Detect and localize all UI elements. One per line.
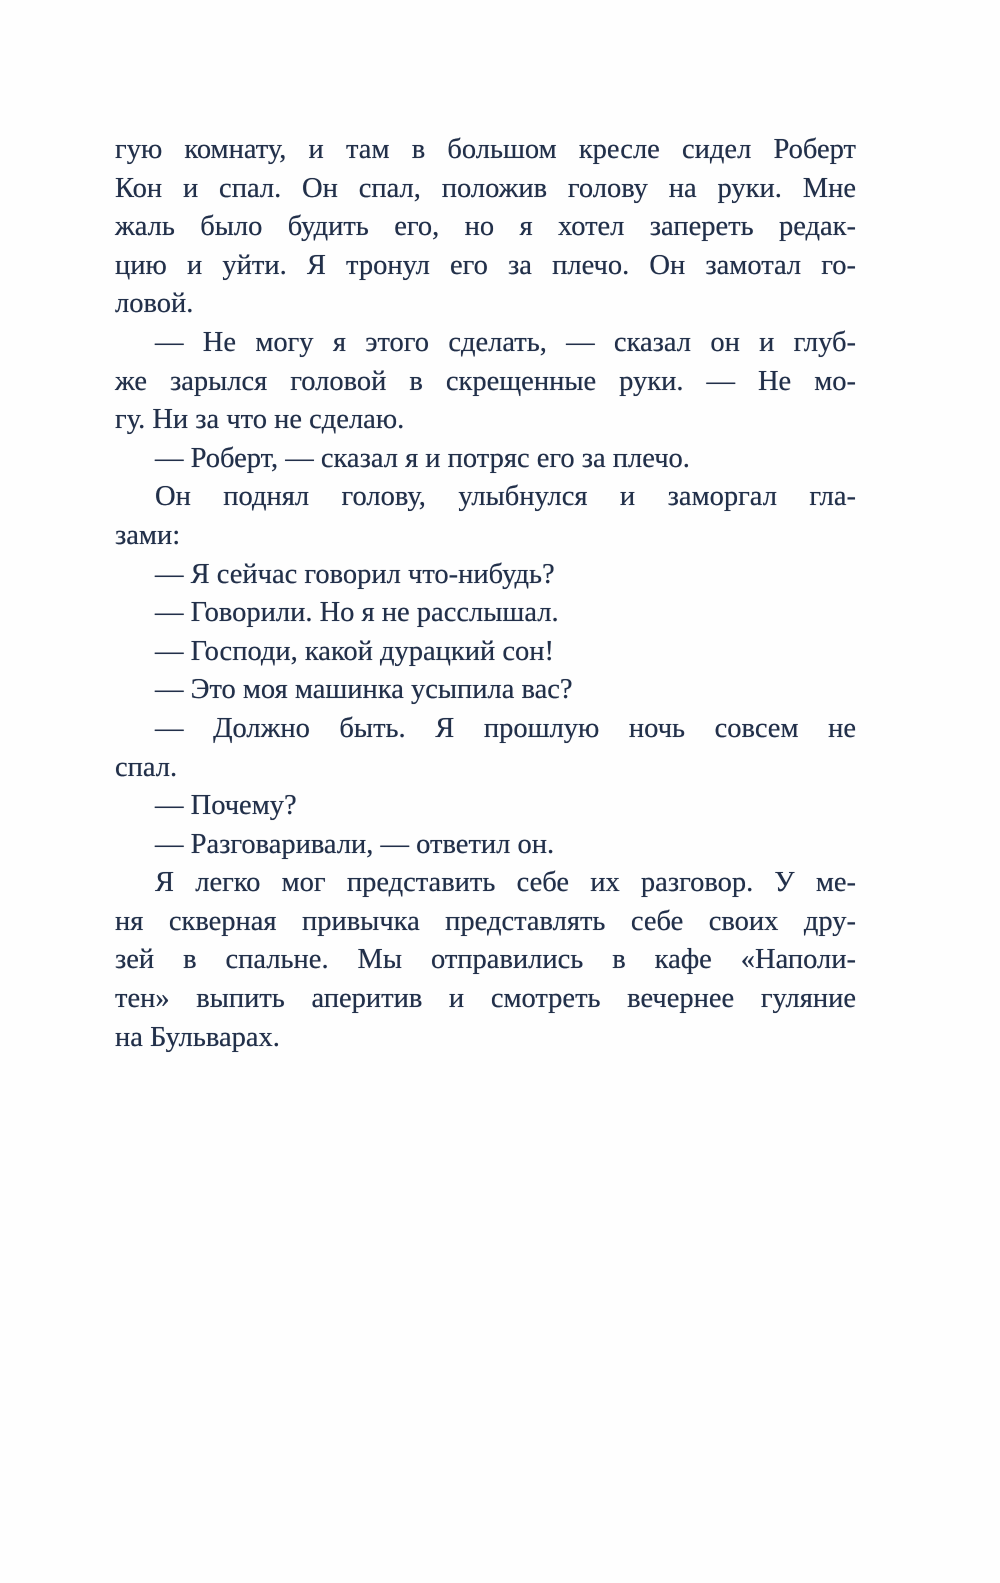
text-line: тен» выпить аперитив и смотреть вечернее гуляние [115, 983, 856, 1015]
text-line: ня скверная привычка представлять себе своих дру- [115, 905, 856, 937]
text-line: Он поднял голову, улыбнулся и заморгал гла- [155, 481, 856, 513]
text-line: ловой. [115, 288, 194, 320]
paragraph [115, 478, 856, 555]
text-line: — Должно быть. Я прошлую ночь совсем не [155, 712, 856, 744]
text-line: спал. [115, 751, 178, 783]
text-line: же зарылся головой в скрещенные руки. — Не мо- [115, 365, 856, 397]
paragraph [115, 787, 856, 826]
paragraph [115, 826, 856, 865]
paragraph [115, 556, 856, 595]
text-block [115, 131, 856, 1057]
text-line: зами: [115, 519, 181, 551]
text-line: — Роберт, — сказал я и потряс его за плечо. [155, 442, 690, 474]
paragraph [115, 594, 856, 633]
text-line: — Господи, какой дурацкий сон! [155, 635, 554, 667]
text-line: на Бульварах. [115, 1021, 280, 1053]
text-line: Кон и спал. Он спал, положив голову на руки. Мне [115, 172, 856, 204]
paragraph [115, 324, 856, 440]
paragraph [115, 440, 856, 479]
paragraph [115, 131, 856, 324]
text-line: гу. Ни за что не сделаю. [115, 404, 405, 436]
paragraph [115, 671, 856, 710]
text-line: — Это моя машинка усыпила вас? [155, 674, 573, 706]
text-line: жаль было будить его, но я хотел запереть редак- [115, 211, 856, 243]
paragraph [115, 633, 856, 672]
text-line: зей в спальне. Мы отправились в кафе «Наполи- [115, 944, 856, 976]
text-line: цию и уйти. Я тронул его за плечо. Он замотал го- [115, 249, 856, 281]
text-line: — Говорили. Но я не расслышал. [155, 597, 559, 629]
paragraph [115, 710, 856, 787]
text-line: — Почему? [155, 790, 297, 822]
text-line: — Я сейчас говорил что-нибудь? [155, 558, 555, 590]
text-line: — Разговаривали, — ответил он. [155, 828, 555, 860]
text-line: Я легко мог представить себе их разговор. У ме- [155, 867, 856, 899]
text-line: — Не могу я этого сделать, — сказал он и глуб- [155, 326, 856, 358]
paragraph [115, 864, 856, 1057]
text-line: гую комнату, и там в большом кресле сидел Роберт [115, 134, 856, 165]
